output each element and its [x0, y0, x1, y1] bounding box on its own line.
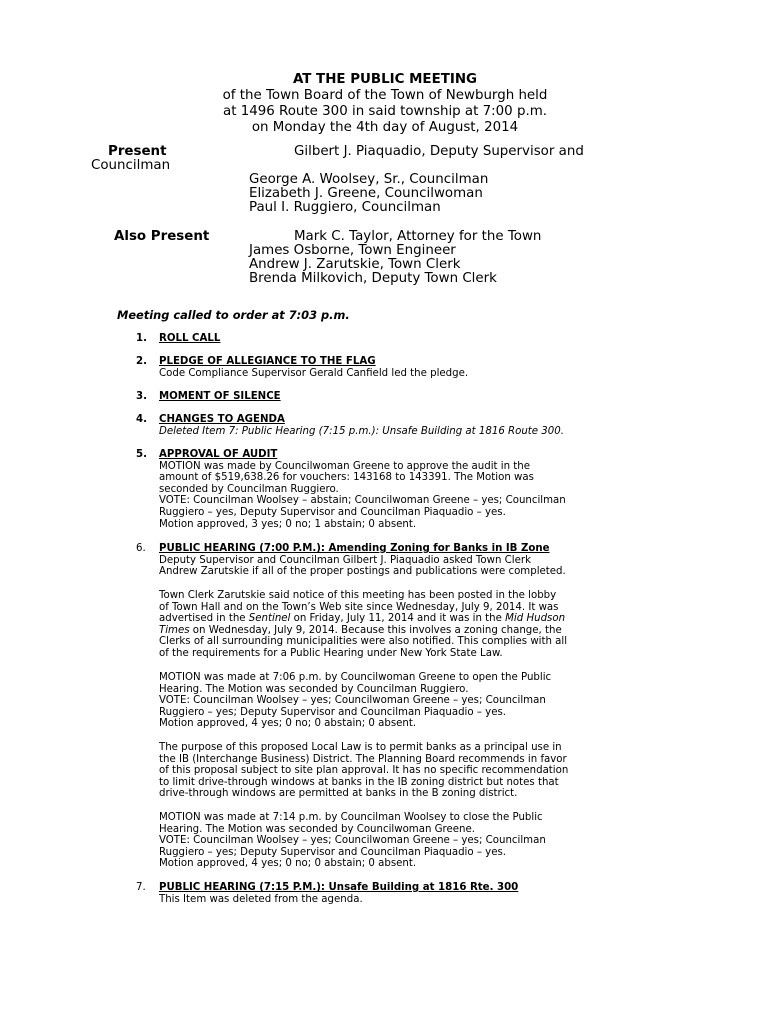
paragraph-line: of this proposal subject to site plan approval. It has no specific recommendation: [159, 765, 569, 777]
item-number: 1.: [136, 333, 147, 344]
paragraph-line: MOTION was made at 7:06 p.m. by Councilwoman Greene to open the Public: [159, 672, 552, 683]
item6-open-motion: [159, 672, 629, 730]
item-heading: ROLL CALL: [159, 333, 221, 344]
header-line-3: on Monday the 4th day of August, 2014: [251, 120, 519, 135]
called-to-order: Meeting called to order at 7:03 p.m.: [117, 308, 350, 322]
item-line: VOTE: Councilman Woolsey – abstain; Councilwoman Greene – yes; Councilman: [159, 495, 566, 507]
paragraph-line: The purpose of this proposed Local Law is to permit banks as a principal use in: [159, 742, 562, 753]
paragraph-line: Times on Wednesday, July 9, 2014. Because this involves a zoning change, the: [159, 624, 562, 636]
paragraph-line: of Town Hall and on the Town’s Web site since Wednesday, July 9, 2014. It was: [159, 601, 559, 613]
present-member: George A. Woolsey, Sr., Councilman: [249, 172, 489, 187]
paragraph-line: of the requirements for a Public Hearing under New York State Law.: [159, 647, 503, 659]
paragraph-line: Hearing. The Motion was seconded by Councilwoman Greene.: [159, 823, 476, 835]
paragraph-line: Town Clerk Zarutskie said notice of this meeting has been posted in the lobby: [159, 590, 557, 601]
also-present-member: Brenda Milkovich, Deputy Town Clerk: [249, 271, 497, 286]
also-present-member: Andrew J. Zarutskie, Town Clerk: [249, 257, 461, 272]
item-heading: APPROVAL OF AUDIT: [159, 449, 278, 460]
paragraph-line: VOTE: Councilman Woolsey – yes; Councilwoman Greene – yes; Councilman: [159, 835, 546, 847]
item-heading: PUBLIC HEARING (7:00 P.M.): Amending Zoning for Banks in IB Zone: [159, 543, 550, 554]
item6-notice-paragraph: [159, 590, 629, 660]
item-line: Motion approved, 3 yes; 0 no; 1 abstain; 0 absent.: [159, 518, 417, 530]
item-heading: PLEDGE OF ALLEGIANCE TO THE FLAG: [159, 356, 376, 367]
item-number: 2.: [136, 356, 147, 367]
item-number: 7.: [136, 882, 146, 893]
item-number: 5.: [136, 449, 147, 460]
paragraph-line: the IB (Interchange Business) District. The Planning Board recommends in favor: [159, 753, 567, 765]
item-number: 4.: [136, 414, 147, 425]
item-line: MOTION was made by Councilwoman Greene to approve the audit in the: [159, 460, 531, 472]
also-present-first: Mark C. Taylor, Attorney for the Town: [294, 229, 542, 244]
meeting-header: [0, 72, 770, 136]
item-body: Deleted Item 7: Public Hearing (7:15 p.m.): Unsafe Building at 1816 Route 300.: [159, 425, 564, 437]
paragraph-line: to limit drive-through windows at banks in the IB zoning district but notes that: [159, 776, 559, 788]
paragraph-line: Motion approved, 4 yes; 0 no; 0 abstain; 0 absent.: [159, 718, 417, 730]
also-present-member: James Osborne, Town Engineer: [249, 243, 456, 258]
item-line: Deputy Supervisor and Councilman Gilbert J. Piaquadio asked Town Clerk: [159, 554, 531, 566]
item-line: amount of $519,638.26 for vouchers: 143168 to 143391. The Motion was: [159, 472, 534, 484]
item-number: 6.: [136, 543, 146, 554]
present-member: Elizabeth J. Greene, Councilwoman: [249, 186, 483, 201]
present-first-cont: Councilman: [91, 158, 171, 173]
also-present-label: Also Present: [114, 229, 210, 244]
paragraph-line: advertised in the Sentinel on Friday, July 11, 2014 and it was in the Mid Hudson: [159, 613, 566, 625]
item-heading: CHANGES TO AGENDA: [159, 414, 285, 425]
item-number: 3.: [136, 391, 147, 402]
header-line-2: at 1496 Route 300 in said township at 7:00 p.m.: [222, 104, 548, 119]
paragraph-line: Motion approved, 4 yes; 0 no; 0 abstain; 0 absent.: [159, 858, 417, 870]
paragraph-line: drive-through windows are permitted at banks in the B zoning district.: [159, 788, 518, 800]
paragraph-line: Hearing. The Motion was seconded by Councilman Ruggiero.: [159, 683, 469, 695]
present-member: Paul I. Ruggiero, Councilman: [249, 200, 441, 215]
paragraph-line: Ruggiero – yes; Deputy Supervisor and Councilman Piaquadio – yes.: [159, 706, 507, 718]
item6-purpose-paragraph: [159, 742, 629, 800]
item-heading: PUBLIC HEARING (7:15 P.M.): Unsafe Building at 1816 Rte. 300: [159, 882, 519, 893]
paragraph-line: Clerks of all surrounding municipalities were also notified. This complies with all: [159, 636, 568, 648]
present-label: Present: [108, 144, 167, 159]
item-line: seconded by Councilman Ruggiero.: [159, 483, 339, 495]
item-body: This Item was deleted from the agenda.: [159, 893, 363, 905]
item-line: Ruggiero – yes, Deputy Supervisor and Councilman Piaquadio – yes.: [159, 506, 506, 518]
paragraph-line: VOTE: Councilman Woolsey – yes; Councilwoman Greene – yes; Councilman: [159, 695, 546, 707]
paragraph-line: MOTION was made at 7:14 p.m. by Councilman Woolsey to close the Public: [159, 812, 543, 823]
item6-close-motion: [159, 812, 629, 870]
item-body: Code Compliance Supervisor Gerald Canfield led the pledge.: [159, 367, 469, 379]
present-first: Gilbert J. Piaquadio, Deputy Supervisor and: [294, 144, 584, 159]
item-line: Andrew Zarutskie if all of the proper postings and publications were completed.: [159, 566, 566, 578]
paragraph-line: Ruggiero – yes; Deputy Supervisor and Councilman Piaquadio – yes.: [159, 846, 507, 858]
item-heading: MOMENT OF SILENCE: [159, 391, 281, 402]
header-line-1: of the Town Board of the Town of Newburgh held: [222, 88, 548, 103]
header-title: AT THE PUBLIC MEETING: [292, 72, 478, 87]
